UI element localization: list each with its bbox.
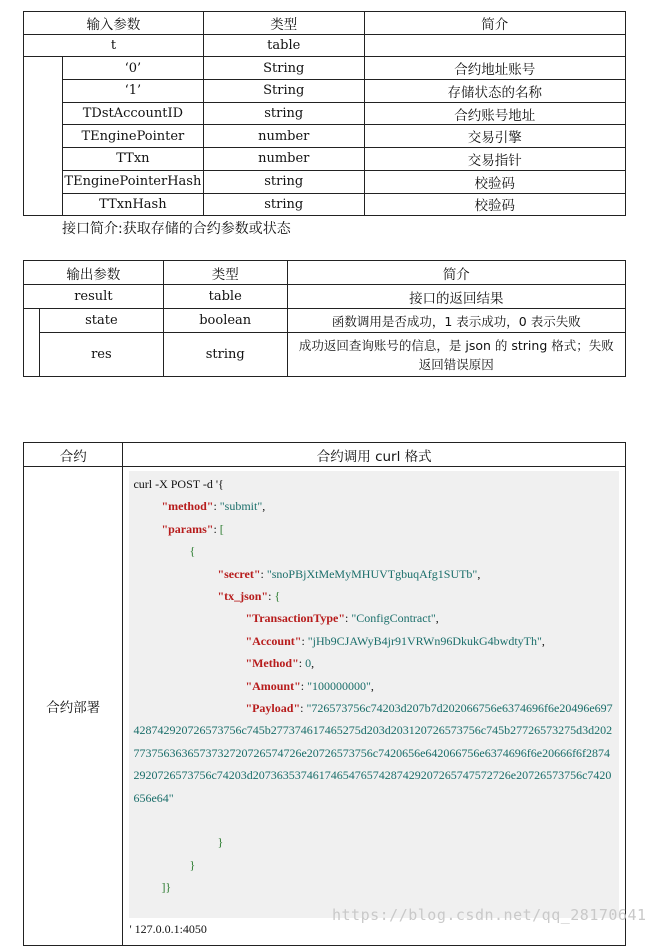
table-row-desc: 校验码: [364, 170, 625, 193]
table-row-name: res: [39, 333, 163, 377]
table-row-desc: 存储状态的名称: [364, 80, 625, 103]
interface-intro: 接口简介:获取存储的合约参数或状态: [62, 221, 291, 237]
params-key: "params": [161, 521, 214, 536]
amount-value: "100000000": [307, 678, 371, 693]
secret-value: "snoPBjXtMeMyMHUVTgbuqAfg1SUTb": [266, 566, 478, 581]
table-row-desc: 函数调用是否成功，1 表示成功，0 表示失败: [287, 309, 625, 333]
param-type-result: table: [163, 285, 287, 309]
param-type-t: table: [203, 34, 364, 57]
table-row-desc: 交易引擎: [364, 125, 625, 148]
curl-code-cell: [123, 467, 626, 946]
table-row-desc: 校验码: [364, 193, 625, 216]
header-type: 类型: [203, 12, 364, 35]
transactiontype-value: "ConfigContract": [351, 611, 436, 626]
code-block: curl -X POST -d '{ "method": "submit", "params": [ { "secret": "snoPBjXtMeMyMHUVTgbuqAfg1SUTb", "tx_json": { "TransactionType": "ConfigContract", "Account": "jHb9CJAWyB4jr91VRWn96DkukG4bwdtyTh", "Method": 0, "Amount": "100000000", "Payload": "726573756c74203d207b7d202066756e6374696f6e20496e697428742920726573756c745b277374617465275d203d203120726573756c745b27726573275d3d2027737563636573732720726574726e20726573756c7420656e642066756e6374696f6e20666f6f28742920726573756c74203d2073635374617465476574287429207265747572726e20726573756c7420656e64" } } ]}: [129, 471, 619, 918]
table-row-type: String: [203, 57, 364, 80]
header-desc: 简介: [287, 261, 625, 285]
header-contract: 合约: [24, 443, 123, 467]
header-type: 类型: [163, 261, 287, 285]
table-row-name: TEnginePointerHash: [62, 170, 203, 193]
method-field-key: "Method": [245, 656, 299, 671]
table-row-type: string: [203, 102, 364, 125]
row-label-deploy: 合约部署: [24, 467, 123, 946]
table-row-type: number: [203, 125, 364, 148]
account-key: "Account": [245, 633, 302, 648]
table-row-type: boolean: [163, 309, 287, 333]
table-row-type: string: [203, 193, 364, 216]
table-row-name: state: [39, 309, 163, 333]
table-row-type: string: [203, 170, 364, 193]
param-name-result: result: [24, 285, 164, 309]
header-input-param: 输入参数: [24, 12, 204, 35]
table-row-desc: 合约地址账号: [364, 57, 625, 80]
table-row-type: number: [203, 148, 364, 171]
txjson-key: "tx_json": [217, 589, 269, 604]
table-row-name: TTxn: [62, 148, 203, 171]
method-value: "submit": [219, 499, 263, 514]
header-output-param: 输出参数: [24, 261, 164, 285]
secret-key: "secret": [217, 566, 261, 581]
watermark: https://blog.csdn.net/qq_28170641: [332, 906, 647, 924]
indent-cell: [24, 57, 63, 216]
param-name-t: t: [24, 34, 204, 57]
table-row-desc: 成功返回查询账号的信息，是 json 的 string 格式；失败返回错误原因: [287, 333, 625, 377]
curl-command: curl -X POST -d '{: [133, 477, 224, 491]
method-field-value: 0: [305, 656, 312, 671]
curl-host: ' 127.0.0.1:4050: [129, 922, 207, 937]
table-row-type: string: [163, 333, 287, 377]
indent-cell: [24, 309, 40, 377]
input-params-table: [23, 11, 626, 216]
table-row-desc: 交易指针: [364, 148, 625, 171]
payload-key: "Payload": [245, 701, 301, 716]
output-params-table: [23, 260, 626, 377]
account-value: "jHb9CJAWyB4jr91VRWn96DkukG4bwdtyTh": [307, 633, 542, 648]
table-row-name: ‘1’: [62, 80, 203, 103]
contract-curl-table: [23, 442, 626, 946]
param-desc-t: [364, 34, 625, 57]
header-desc: 简介: [364, 12, 625, 35]
table-row-type: String: [203, 80, 364, 103]
table-row-desc: 合约账号地址: [364, 102, 625, 125]
table-row-name: TDstAccountID: [62, 102, 203, 125]
transactiontype-key: "TransactionType": [245, 611, 345, 626]
amount-key: "Amount": [245, 678, 301, 693]
table-row-name: TEnginePointer: [62, 125, 203, 148]
param-desc-result: 接口的返回结果: [287, 285, 625, 309]
table-row-name: ‘0’: [62, 57, 203, 80]
method-key: "method": [161, 499, 214, 514]
header-curl-format: 合约调用 curl 格式: [123, 443, 626, 467]
table-row-name: TTxnHash: [62, 193, 203, 216]
payload-value: "726573756c74203d207b7d202066756e6374696f6e20496e697428742920726573756c745b277374617465275d203d203120726573756c745b27726573275d3d2027737563636573732720726574726e20726573756c7420656e642066756e6374696f6e20666f6f28742920726573756c74203d2073635374617465476574287429207265747572726e20726573756c7420656e64": [133, 701, 613, 805]
